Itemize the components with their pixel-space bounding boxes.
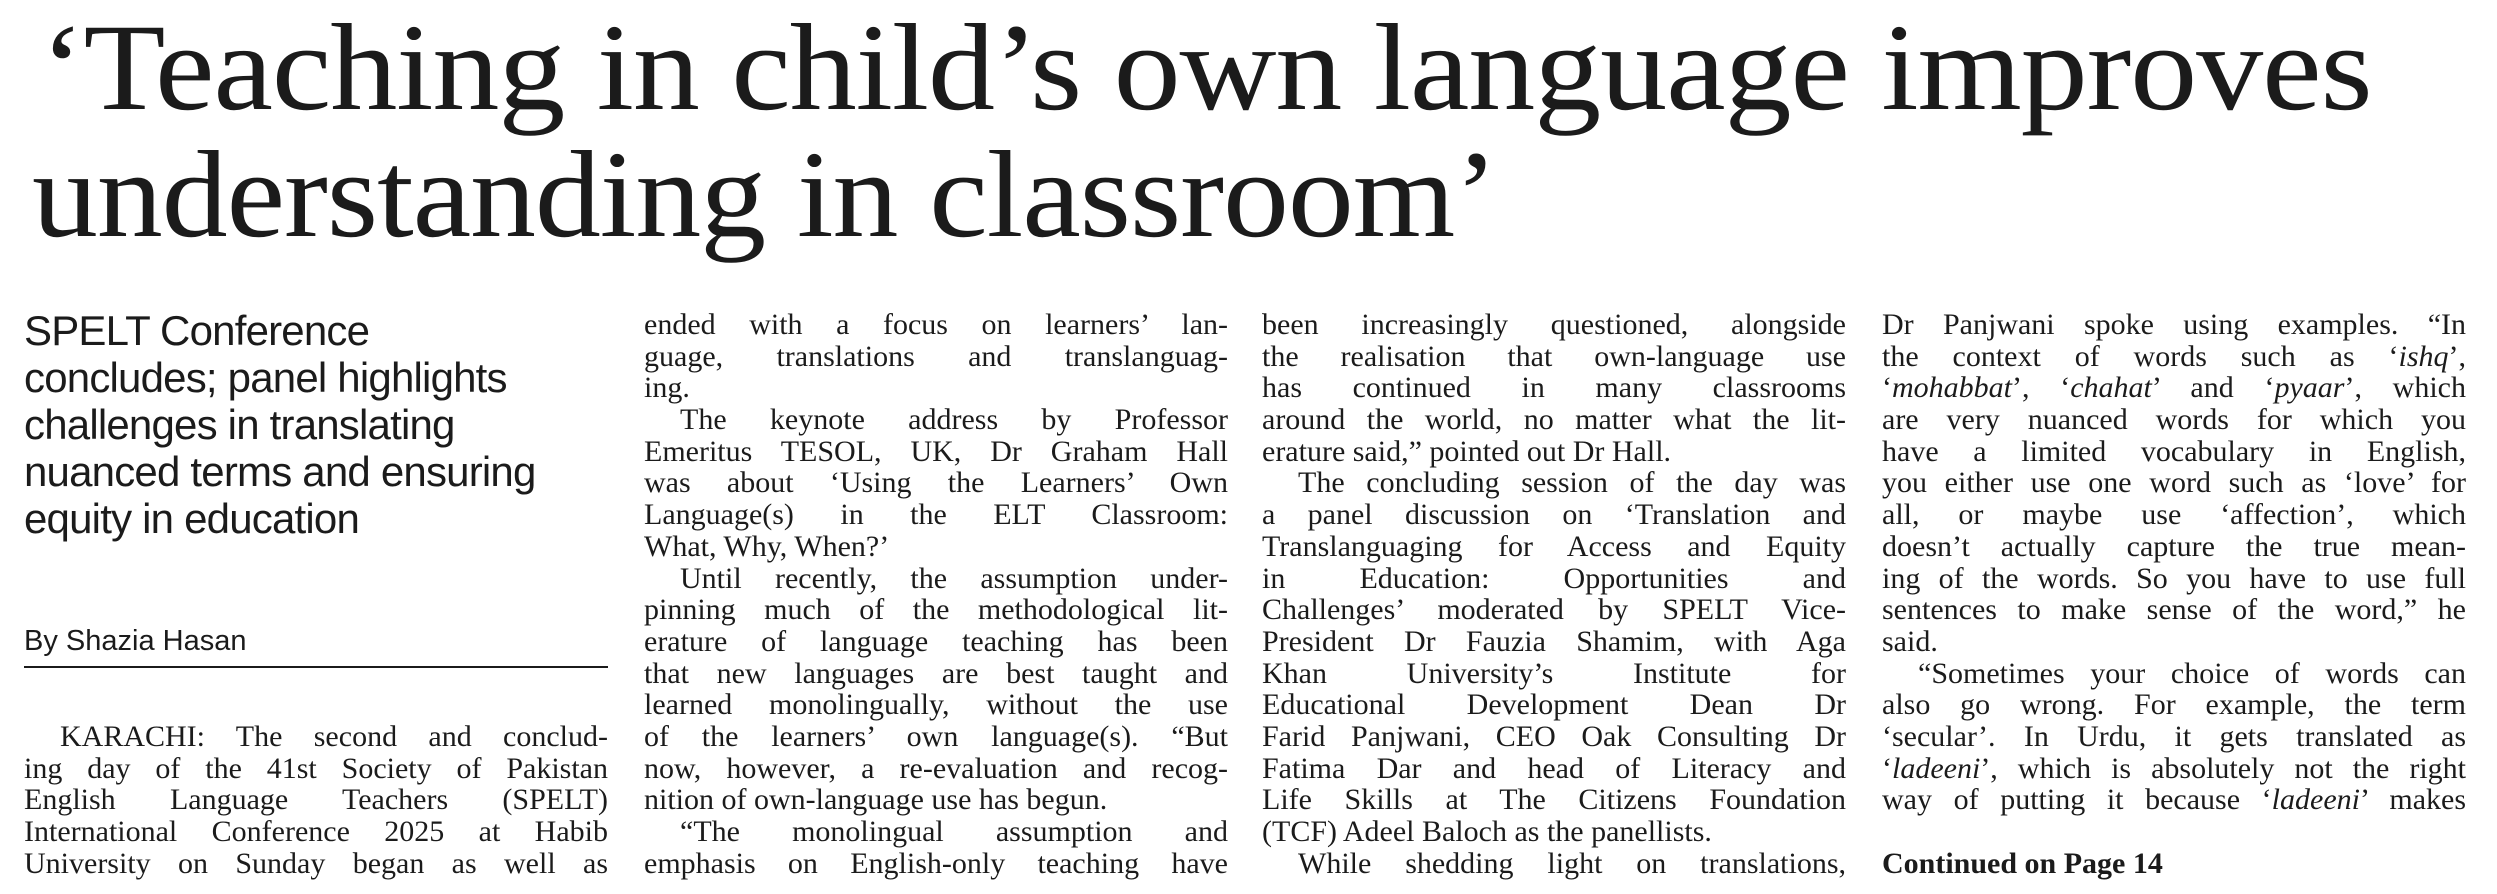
text-segment: the context of words such as ‘ xyxy=(1882,339,2399,373)
continued-on-page-link[interactable]: Continued on Page 14 xyxy=(1882,846,2163,880)
article-text-line: KARACHI: The second and conclud- xyxy=(60,720,608,753)
text-segment: ’, ‘ xyxy=(2012,371,2071,405)
article-text-line: “Sometimes your choice of words can xyxy=(1918,656,2466,690)
italic-term: ishq xyxy=(2398,339,2449,373)
article-text-line: What, Why, When?’ xyxy=(644,529,890,563)
article-text-line: English Language Teachers (SPELT) xyxy=(24,783,608,817)
text-segment: ’, which is absolutely not the right xyxy=(1980,751,2466,785)
italic-term: ladeeni xyxy=(2271,783,2360,817)
article-text-line xyxy=(1882,341,2466,373)
subheadline-line: equity in education xyxy=(24,495,360,542)
article-text-line: ‘secular’. In Urdu, it gets translated as xyxy=(1882,719,2466,753)
article-text-line: the realisation that own-language use xyxy=(1262,339,1846,373)
article-text-line: Dr Panjwani spoke using examples. “In xyxy=(1882,308,2466,341)
article-text-line: erature of language teaching has been xyxy=(644,624,1228,658)
article-text-line: Educational Development Dean Dr xyxy=(1262,688,1846,722)
article-text-line: ing. xyxy=(644,371,690,405)
article-text-line: ended with a focus on learners’ lan- xyxy=(644,308,1228,341)
article-text-line: all, or maybe use ‘affection’, which xyxy=(1882,498,2466,532)
article-text-line: Translanguaging for Access and Equity xyxy=(1262,529,1846,563)
subheadline-line: SPELT Conference xyxy=(24,307,370,354)
article-text-line: emphasis on English-only teaching have xyxy=(644,846,1228,880)
headline-line-1: ‘Teaching in child’s own language improves xyxy=(40,0,2372,136)
article-text-line: pinning much of the methodological lit- xyxy=(644,593,1228,627)
article-text-line: erature said,” pointed out Dr Hall. xyxy=(1262,434,1672,468)
article-text-line: are very nuanced words for which you xyxy=(1882,403,2466,437)
article-text-line: said. xyxy=(1882,624,1938,658)
text-segment: way of putting it because ‘ xyxy=(1882,783,2272,817)
article-text-line: guage, translations and translanguag- xyxy=(644,339,1228,373)
article-text-line: doesn’t actually capture the true mean- xyxy=(1882,529,2466,563)
article-text-line xyxy=(1882,784,2466,816)
article-text-line: in Education: Opportunities and xyxy=(1262,561,1846,595)
article-text-line: a panel discussion on ‘Translation and xyxy=(1262,498,1846,532)
article-text-line: has continued in many classrooms xyxy=(1262,371,1846,405)
text-segment: ’, xyxy=(2448,339,2466,373)
article-text-line: Farid Panjwani, CEO Oak Consulting Dr xyxy=(1262,719,1846,753)
article-column-2 xyxy=(644,309,1228,879)
article-text-line: Until recently, the assumption under- xyxy=(680,561,1228,595)
article-text-line: that new languages are best taught and xyxy=(644,656,1228,690)
article-column-3 xyxy=(1262,309,1846,879)
article-column-4 xyxy=(1882,309,2466,879)
article-text-line: ing of the words. So you have to use full xyxy=(1882,561,2466,595)
article-text-line: Challenges’ moderated by SPELT Vice- xyxy=(1262,593,1846,627)
article-text-line: learned monolingually, without the use xyxy=(644,688,1228,722)
article-text-line: was about ‘Using the Learners’ Own xyxy=(644,466,1228,500)
italic-term: mohabbat xyxy=(1892,371,2012,405)
italic-term: chahat xyxy=(2070,371,2152,405)
subheadline-line: concludes; panel highlights xyxy=(24,354,507,401)
spacer xyxy=(1882,816,2466,848)
article-text-line: now, however, a re-evaluation and recog- xyxy=(644,751,1228,785)
article-text-line: of the learners’ own language(s). “But xyxy=(644,719,1228,753)
article-text-line: International Conference 2025 at Habib xyxy=(24,815,608,849)
article-text-line: sentences to make sense of the word,” he xyxy=(1882,593,2466,627)
article-text-line: The concluding session of the day was xyxy=(1298,466,1846,500)
text-segment: ‘ xyxy=(1882,751,1892,785)
article-text-line: Life Skills at The Citizens Foundation xyxy=(1262,783,1846,817)
text-segment: ’, which xyxy=(2344,371,2467,405)
text-segment: ‘ xyxy=(1882,371,1892,405)
article-text-line: University on Sunday began as well as xyxy=(24,846,608,880)
article-text-line: The keynote address by Professor xyxy=(680,403,1228,437)
article-column-1 xyxy=(24,721,608,879)
byline-divider xyxy=(24,666,608,668)
italic-term: pyaar xyxy=(2274,371,2345,405)
article-text-line: Khan University’s Institute for xyxy=(1262,656,1846,690)
text-segment: ’ and ‘ xyxy=(2151,371,2275,405)
article-text-line: Language(s) in the ELT Classroom: xyxy=(644,498,1228,532)
article-text-line: While shedding light on translations, xyxy=(1298,846,1846,880)
subheadline-line: challenges in translating xyxy=(24,401,455,448)
article-text-line: Fatima Dar and head of Literacy and xyxy=(1262,751,1846,785)
article-text-line xyxy=(1882,372,2466,404)
article-text-line: been increasingly questioned, alongside xyxy=(1262,308,1846,341)
article-text-line: Emeritus TESOL, UK, Dr Graham Hall xyxy=(644,434,1228,468)
subheadline xyxy=(24,307,644,542)
byline: By Shazia Hasan xyxy=(24,625,247,657)
article-text-line: (TCF) Adeel Baloch as the panellists. xyxy=(1262,815,1712,848)
article-text-line xyxy=(1882,753,2466,785)
article-text-line: “The monolingual assumption and xyxy=(680,815,1228,848)
subheadline-line: nuanced terms and ensuring xyxy=(24,448,536,495)
text-segment: ’ makes xyxy=(2359,783,2467,817)
headline-line-2: understanding in classroom’ xyxy=(32,126,1498,263)
article-text-line: also go wrong. For example, the term xyxy=(1882,688,2466,722)
article-text-line: nition of own-language use has begun. xyxy=(644,783,1108,817)
article-text-line: have a limited vocabulary in English, xyxy=(1882,434,2466,468)
italic-term: ladeeni xyxy=(1892,751,1981,785)
article-text-line: President Dr Fauzia Shamim, with Aga xyxy=(1262,624,1846,658)
article-text-line: ing day of the 41st Society of Pakistan xyxy=(24,751,608,785)
article-text-line: around the world, no matter what the lit- xyxy=(1262,403,1846,437)
article-text-line: you either use one word such as ‘love’ for xyxy=(1882,466,2466,500)
